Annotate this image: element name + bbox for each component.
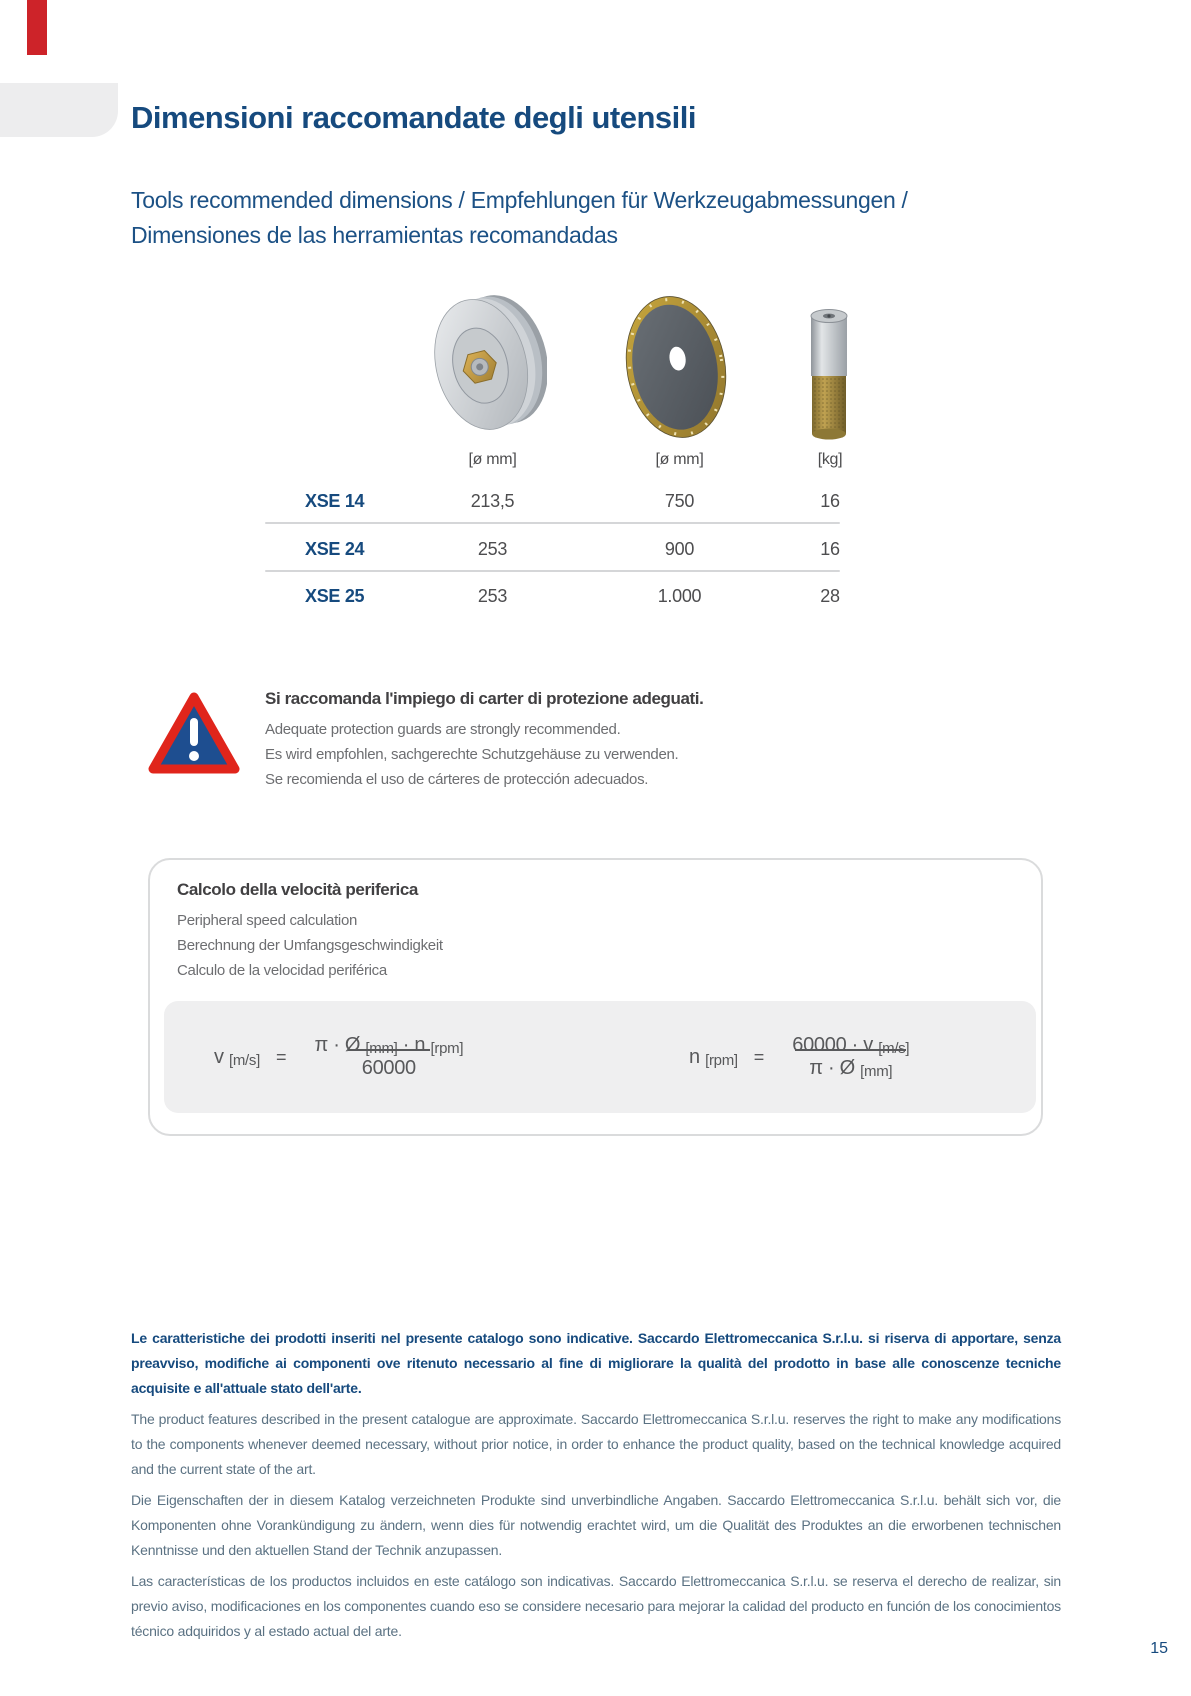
disclaimer-es: Las características de los productos incluidos en este catálogo son indicativas. Saccardo Elettromeccanica S.r.l.u. se reserva el derecho de realizar, sin previo aviso, modificaciones en los componentes cuando eso se considere necesario para mejorar la calidad del producto en función de los conocimientos técnico adquiridos y al estado actual del arte.	[131, 1573, 1061, 1639]
page-subtitle	[131, 183, 1081, 253]
table-header-diameter-2: [ø mm]	[655, 451, 704, 468]
formula-rpm: n [rpm] = 60000 · v [m/s] π · Ø [mm]	[689, 1034, 910, 1080]
spindle-tool-image	[806, 306, 852, 442]
warning-line-en: Adequate protection guards are strongly recommended.	[265, 721, 621, 738]
table-divider	[265, 570, 840, 572]
table-cell: 900	[664, 539, 695, 559]
table-row-model: XSE 14	[305, 491, 365, 511]
warning-line-de: Es wird empfohlen, sachgerechte Schutzgehäuse zu verwenden.	[265, 746, 679, 763]
table-row-model: XSE 24	[305, 539, 365, 559]
page-subtitle-line1: Tools recommended dimensions / Empfehlungen für Werkzeugabmessungen /	[131, 187, 908, 213]
speed-calculation-box	[148, 858, 1043, 1136]
warning-triangle-icon	[148, 690, 240, 776]
table-divider	[265, 522, 840, 524]
disclaimer-de: Die Eigenschaften der in diesem Katalog verzeichneten Produkte sind unverbindliche Angaben. Saccardo Elettromeccanica S.r.l.u. behält sich vor, die Komponenten ohne Vorankündigung zu ändern, wenn dies für notwendig erachtet wird, um die Qualität des Produktes an die erworbenen technischen Kenntnisse und den aktuellen Stand der Technik anzupassen.	[131, 1492, 1061, 1558]
calc-title: Calcolo della velocità periferica	[177, 880, 418, 899]
warning-line-it: Si raccomanda l'impiego di carter di protezione adeguati.	[265, 689, 704, 708]
grinding-wheel-image	[427, 283, 547, 443]
table-cell: 213,5	[470, 491, 515, 511]
table-cell: 28	[820, 586, 840, 606]
calc-subtitle-de: Berechnung der Umfangsgeschwindigkeit	[177, 937, 443, 954]
page-subtitle-line2: Dimensiones de las herramientas recomandadas	[131, 222, 618, 248]
cutting-disc-image	[616, 288, 736, 446]
formula-speed: v [m/s] = π · Ø [mm] · n [rpm] 60000	[214, 1034, 464, 1079]
page-edge-mark	[27, 0, 47, 55]
page-number: 15	[1150, 1640, 1168, 1657]
table-cell: 1.000	[657, 586, 702, 606]
disclaimer-en: The product features described in the present catalogue are approximate. Saccardo Elettromeccanica S.r.l.u. reserves the right to make any modifications to the components whenever deemed necessary, without prior notice, in order to enhance the product quality, based on the technical knowledge acquired and the current state of the art.	[131, 1411, 1061, 1477]
formula-panel	[164, 1001, 1036, 1113]
table-cell: 16	[820, 539, 840, 559]
chapter-side-tab	[0, 83, 118, 137]
disclaimer-it: Le caratteristiche dei prodotti inseriti nel presente catalogo sono indicative. Saccardo Elettromeccanica S.r.l.u. si riserva di apportare, senza preavviso, modifiche ai componenti ove ritenuto necessario al fine di migliorare la qualità del prodotto in base alle conoscenze tecniche acquisite e all'attuale stato dell'arte.	[131, 1330, 1061, 1396]
calc-subtitle-en: Peripheral speed calculation	[177, 912, 358, 929]
warning-line-es: Se recomienda el uso de cárteres de protección adecuados.	[265, 771, 649, 788]
table-cell: 750	[664, 491, 695, 511]
page-title: Dimensioni raccomandate degli utensili	[131, 100, 696, 135]
table-cell: 16	[820, 491, 840, 511]
table-row-model: XSE 25	[305, 586, 365, 606]
table-header-diameter-1: [ø mm]	[468, 451, 517, 468]
table-header-weight: [kg]	[817, 451, 843, 468]
calc-subtitle-es: Calculo de la velocidad periférica	[177, 962, 387, 979]
warning-text-block	[265, 689, 905, 792]
table-cell: 253	[477, 586, 508, 606]
disclaimer-block	[131, 1326, 1061, 1650]
table-cell: 253	[477, 539, 508, 559]
